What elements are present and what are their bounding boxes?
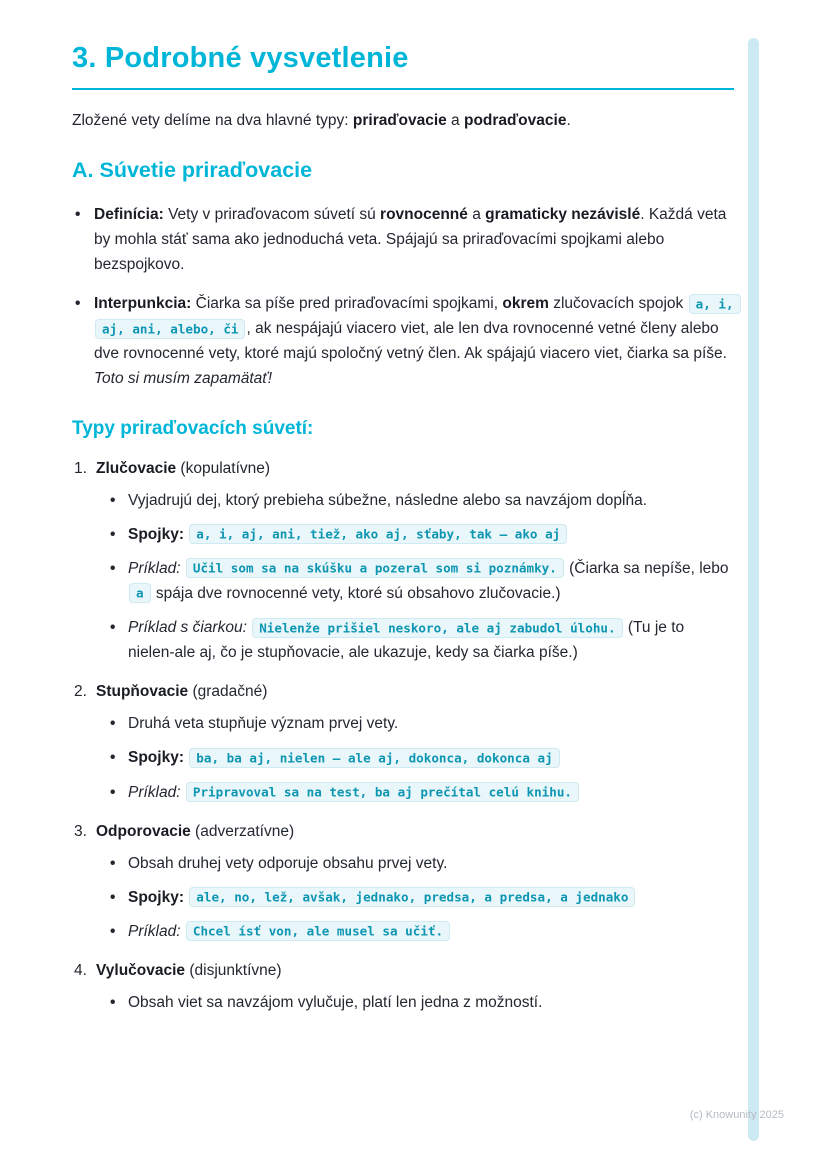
types-heading: Typy priraďovacích súvetí: — [72, 417, 314, 439]
item-number: 1. — [74, 459, 87, 477]
section-a-heading: A. Súvetie priraďovacie — [72, 158, 313, 183]
text-segment: (Čiarka sa nepíše, lebo — [569, 559, 729, 577]
item-number: 2. — [74, 683, 87, 701]
text-segment: , ak nespájajú viacero viet, ale len dva rovnocenné vetné členy alebo dve rovnocenné vety, ktoré majú spoločný vetný člen. Ak spájajú viacero viet, čiarka sa píše. — [94, 320, 727, 362]
spojky-item — [108, 522, 734, 547]
type-desc-item — [108, 990, 734, 1015]
text-segment: Druhá veta stupňuje význam prvej vety. — [128, 715, 399, 733]
item-number: 3. — [74, 822, 87, 840]
type-name: Zlučovacie — [96, 459, 177, 477]
definicia-label: Definícia: — [94, 206, 164, 224]
bold-text: okrem — [502, 295, 549, 313]
priklad-ciarka-item — [108, 615, 734, 665]
text-segment: Vyjadrujú dej, ktorý prebieha súbežne, následne alebo sa navzájom dopĺňa. — [128, 491, 648, 509]
text-segment: zlučovacích spojok — [548, 295, 688, 313]
text-segment: a — [446, 112, 464, 129]
type-item-vylucovacie — [72, 959, 734, 1015]
definicia-item — [72, 203, 734, 277]
intro-paragraph — [72, 109, 734, 133]
page-scrollbar[interactable] — [748, 38, 759, 1141]
spojky-label: Spojky: — [128, 525, 184, 543]
text-segment: Vety v priraďovacom súvetí sú — [163, 206, 381, 224]
code-chip: ale, no, lež, avšak, jednako, predsa, a predsa, a jednako — [189, 887, 635, 907]
type-item-odporovacie — [72, 820, 734, 944]
bold-text: gramaticky nezávislé — [485, 206, 641, 224]
text-segment: Obsah druhej vety odporuje obsahu prvej vety. — [128, 854, 448, 872]
priklad-label: Príklad: — [128, 783, 181, 801]
type-desc-item — [108, 851, 734, 876]
type-kind: (disjunktívne) — [185, 961, 282, 979]
text-segment: Zložené vety delíme na dva hlavné typy: — [72, 112, 353, 129]
text-segment: a — [467, 206, 486, 224]
code-chip: Pripravoval sa na test, ba aj prečítal celú knihu. — [186, 782, 579, 802]
text-segment: Čiarka sa píše pred priraďovacími spojkami, — [191, 295, 503, 313]
code-chip: Chcel ísť von, ale musel sa učiť. — [186, 921, 450, 941]
bold-text: priraďovacie — [352, 112, 447, 129]
type-desc-item — [108, 488, 734, 513]
text-segment: (Tu je to nielen-ale aj, čo je stupňovacie, ale ukazuje, kedy sa čiarka píše.) — [128, 619, 685, 662]
type-name: Stupňovacie — [96, 683, 189, 701]
spojky-item — [108, 885, 734, 910]
type-sublist — [108, 711, 734, 804]
type-desc-item — [108, 711, 734, 736]
bold-text: rovnocenné — [380, 206, 468, 224]
spojky-label: Spojky: — [128, 888, 184, 906]
type-name: Vylučovacie — [96, 961, 186, 979]
item-number: 4. — [74, 961, 87, 979]
page-title: 3. Podrobné vysvetlenie — [72, 42, 409, 74]
text-segment: . Každá veta by mohla stáť sama ako jednoduchá veta. Spájajú sa priraďovacími spojkami alebo bezspojkovo. — [94, 206, 727, 273]
interpunkcia-item — [72, 292, 734, 391]
type-item-stupnovacie — [72, 680, 734, 804]
title-divider — [72, 88, 734, 90]
type-kind: (kopulatívne) — [176, 459, 271, 477]
priklad-item — [108, 919, 734, 944]
priklad-item — [108, 556, 734, 606]
type-kind: (adverzatívne) — [190, 822, 295, 840]
code-chip: a, i, aj, ani, alebo, či — [95, 294, 741, 339]
priklad-label: Príklad: — [128, 922, 181, 940]
priklad-item — [108, 780, 734, 805]
text-segment: . — [566, 112, 571, 129]
interpunkcia-label: Interpunkcia: — [94, 295, 192, 313]
spojky-item — [108, 745, 734, 770]
code-chip: a — [129, 583, 151, 603]
code-chip: a, i, aj, ani, tiež, ako aj, sťaby, tak – ako aj — [189, 524, 567, 544]
spojky-label: Spojky: — [128, 749, 184, 767]
type-name: Odporovacie — [96, 822, 191, 840]
type-sublist — [108, 851, 734, 944]
type-item-zlucovacie — [72, 457, 734, 666]
text-segment: Obsah viet sa navzájom vylučuje, platí len jedna z možností. — [128, 993, 543, 1011]
text-segment: spája dve rovnocenné vety, ktoré sú obsahovo zlučovacie.) — [151, 584, 561, 602]
code-chip: Nielenže prišiel neskoro, ale aj zabudol úlohu. — [252, 618, 622, 638]
priklad-label: Príklad: — [128, 559, 181, 577]
type-sublist — [108, 488, 734, 666]
italic-note: Toto si musím zapamätať! — [94, 369, 273, 387]
code-chip: Učil som sa na skúšku a pozeral som si poznámky. — [186, 558, 564, 578]
code-chip: ba, ba aj, nielen – ale aj, dokonca, dokonca aj — [189, 748, 559, 768]
types-list — [72, 457, 734, 1015]
type-sublist — [108, 990, 734, 1015]
priklad-label: Príklad s čiarkou: — [128, 619, 247, 637]
section-a-list — [72, 203, 734, 392]
type-kind: (gradačné) — [188, 683, 268, 701]
footer-credit: (c) Knowunity 2025 — [689, 1109, 784, 1121]
bold-text: podraďovacie — [463, 112, 567, 129]
